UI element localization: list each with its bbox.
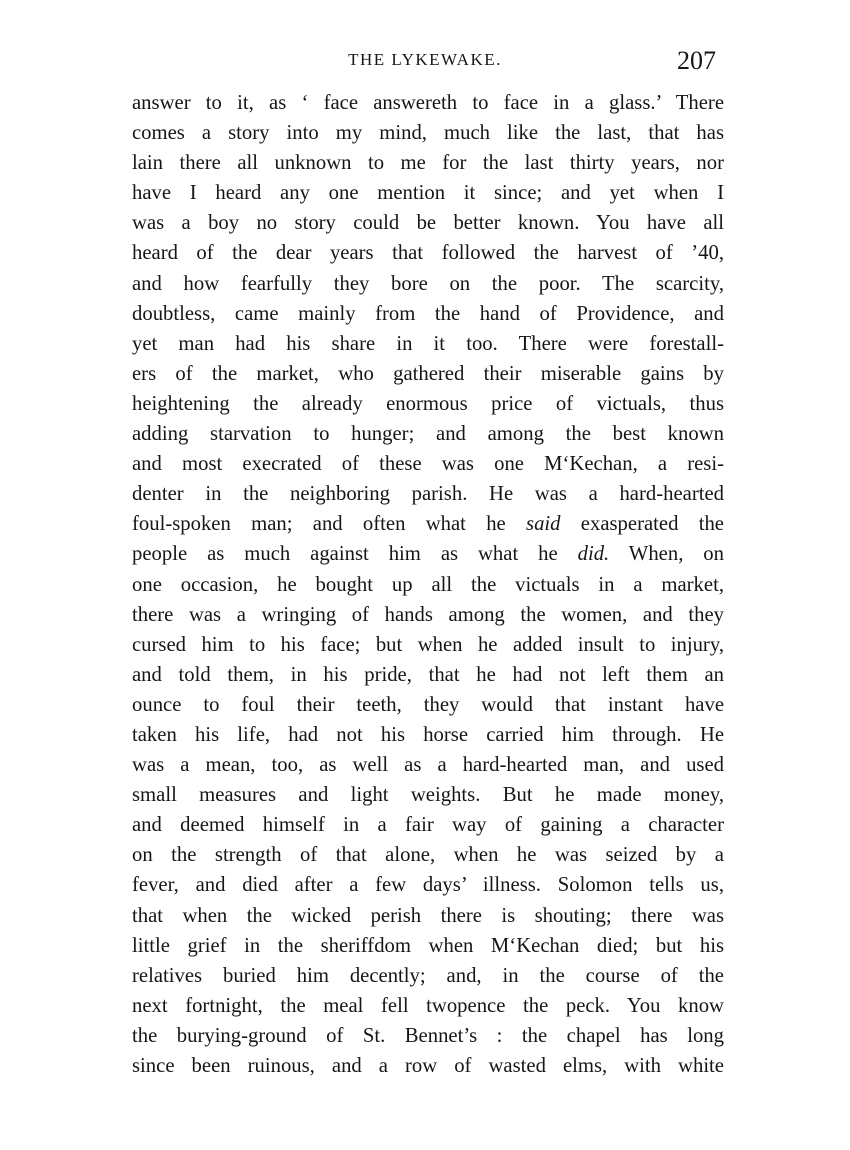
- italic-word: said: [526, 513, 561, 536]
- text-line: next fortnight, the meal fell twopence the peck. You know: [132, 994, 724, 1017]
- text-line: was a boy no story could be better known. You have all: [132, 212, 724, 235]
- text-line: small measures and light weights. But he made money,: [132, 784, 724, 807]
- text-line: cursed him to his face; but when he added insult to injury,: [132, 633, 724, 656]
- text-line: relatives buried him decently; and, in the course of the: [132, 964, 724, 987]
- text-line: and how fearfully they bore on the poor. The scarcity,: [132, 272, 724, 295]
- text-line: [132, 539, 724, 569]
- text-line: and most execrated of these was one M‘Kechan, a resi-: [132, 453, 724, 476]
- page-number: 207: [677, 46, 716, 75]
- text-segment: exasperated the: [560, 513, 724, 536]
- text-line: denter in the neighboring parish. He was a hard-hearted: [132, 483, 724, 506]
- text-segment: When, on: [609, 543, 724, 566]
- running-head: THE LYKEWAKE.: [348, 50, 502, 69]
- text-line: yet man had his share in it too. There were forestall-: [132, 332, 724, 355]
- text-line: was a mean, too, as well as a hard-hearted man, and used: [132, 754, 724, 777]
- text-line: since been ruinous, and a row of wasted elms, with white: [132, 1055, 724, 1077]
- text-line: that when the wicked perish there is shouting; there was: [132, 904, 724, 927]
- text-line: heard of the dear years that followed the harvest of ’40,: [132, 242, 724, 265]
- text-line: comes a story into my mind, much like the last, that has: [132, 122, 724, 145]
- text-line: and deemed himself in a fair way of gaining a character: [132, 814, 724, 837]
- text-line: doubtless, came mainly from the hand of Providence, and: [132, 302, 724, 325]
- text-line: ers of the market, who gathered their miserable gains by: [132, 362, 724, 385]
- text-line: the burying-ground of St. Bennet’s : the chapel has long: [132, 1024, 724, 1047]
- text-line: adding starvation to hunger; and among the best known: [132, 423, 724, 446]
- text-line: ounce to foul their teeth, they would that instant have: [132, 693, 724, 716]
- body-text: [132, 88, 724, 1081]
- text-line: taken his life, had not his horse carried him through. He: [132, 723, 724, 746]
- text-line: heightening the already enormous price of victuals, thus: [132, 392, 724, 415]
- text-line: fever, and died after a few days’ illness. Solomon tells us,: [132, 874, 724, 897]
- text-segment: people as much against him as what he: [132, 543, 578, 566]
- text-line: little grief in the sheriffdom when M‘Kechan died; but his: [132, 934, 724, 957]
- text-line: there was a wringing of hands among the women, and they: [132, 603, 724, 626]
- text-line: [132, 509, 724, 539]
- text-line: one occasion, he bought up all the victuals in a market,: [132, 573, 724, 596]
- text-line: on the strength of that alone, when he was seized by a: [132, 844, 724, 867]
- italic-word: did.: [577, 543, 610, 566]
- text-line: answer to it, as ‘ face answereth to face in a glass.’ There: [132, 92, 724, 114]
- text-line: and told them, in his pride, that he had not left them an: [132, 663, 724, 686]
- text-segment: foul-spoken man; and often what he: [132, 513, 527, 536]
- text-line: lain there all unknown to me for the last thirty years, nor: [132, 152, 724, 175]
- text-line: have I heard any one mention it since; and yet when I: [132, 182, 724, 205]
